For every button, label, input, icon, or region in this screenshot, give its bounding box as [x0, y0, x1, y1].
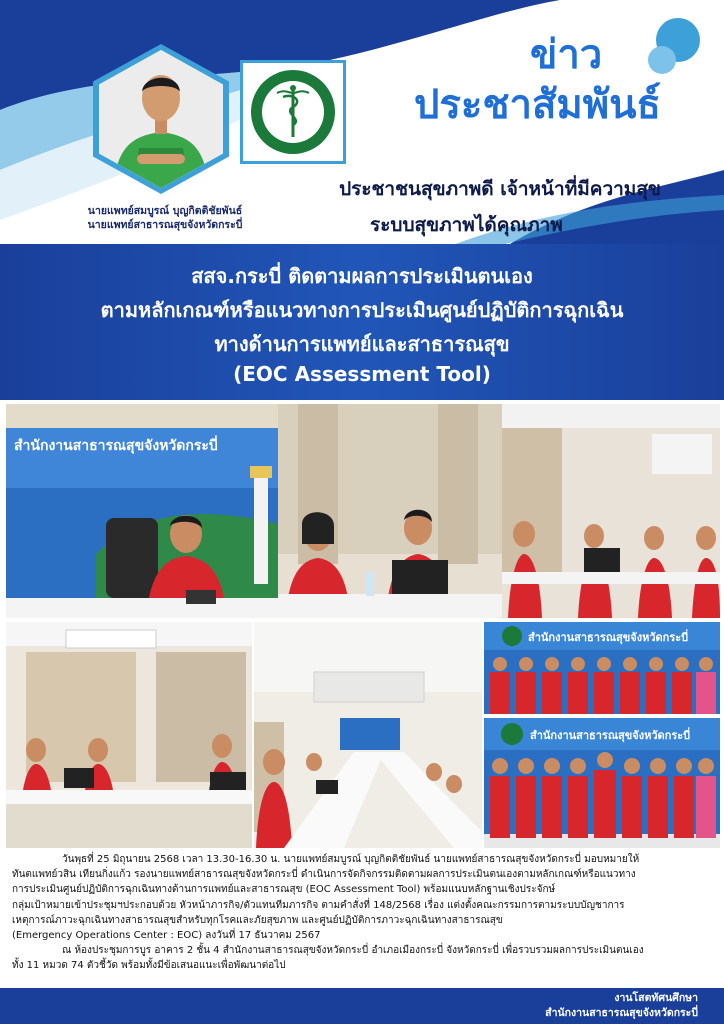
photo-group-1	[484, 622, 720, 714]
photo-meeting-room-left	[6, 622, 252, 848]
footer-credit-line1: งานโสตทัศนศึกษา	[614, 992, 698, 1004]
article-paragraph-2-line2: ทั้ง 11 หมวด 74 ตัวชี้วัด พร้อมทั้งมีข้อเสนอแนะเพื่อพัฒนาต่อไป	[12, 960, 286, 972]
article-paragraph-1-line5: เหตุการณ์ภาวะฉุกเฉินทางสาธารณสุขสำหรับทุกโรคและภัยสุขภาพ และศูนย์ปฏิบัติการภาวะฉุกเฉินทางสาธารณสุข	[12, 914, 503, 926]
speech-bubble-icon	[648, 16, 704, 76]
article-paragraph-1-line1: วันพุธที่ 25 มิถุนายน 2568 เวลา 13.30-16.30 น. นายแพทย์สมบูรณ์ บุญกิตติชัยพันธ์ นายแพทย์สาธารณสุขจังหวัดกระบี่ มอบหมายให้	[62, 854, 640, 865]
article-paragraph-1-line6: (Emergency Operations Center : EOC) ลงวันที่ 17 ธันวาคม 2567	[12, 930, 321, 942]
article-paragraph-1-line2: ทันตแพทย์วสิน เทียนกิ่งแก้ว รองนายแพทย์สาธารณสุขจังหวัดกระบี่ ดำเนินการจัดกิจกรรมติดตามผลการประเมินตนเองตามหลักเกณฑ์หรือแนวทาง	[12, 869, 636, 881]
article-paragraph-2-line1: ณ ห้องประชุมการบูร อาคาร 2 ชั้น 4 สำนักงานสาธารณสุขจังหวัดกระบี่ อำเภอเมืองกระบี่ จังหวัดกระบี่ เพื่อรวบรวมผลการประเมินตนเอง	[62, 945, 644, 957]
headline-line2: ตามหลักเกณฑ์หรือแนวทางการประเมินศูนย์ปฏิบัติการฉุกเฉิน	[100, 298, 624, 322]
news-title-line2: ประชาสัมพันธ์	[414, 82, 661, 128]
footer-credit-line2: สำนักงานสาธารณสุขจังหวัดกระบี่	[545, 1007, 698, 1019]
photo-collage	[0, 400, 724, 850]
news-title-line1: ข่าว	[530, 32, 603, 78]
ministry-logo	[240, 60, 346, 164]
slogan-line1: ประชาชนสุขภาพดี เจ้าหน้าที่มีความสุข	[339, 178, 661, 200]
footer-credit	[545, 991, 698, 1021]
headline-line1: สสจ.กระบี่ ติดตามผลการประเมินตนเอง	[191, 264, 533, 288]
banner-title-3: สำนักงานสาธารณสุขจังหวัดกระบี่	[530, 729, 691, 742]
photo-meeting-room-right	[502, 404, 720, 618]
headline-line4: (EOC Assessment Tool)	[233, 362, 491, 386]
headline-line3: ทางด้านการแพทย์และสาธารณสุข	[214, 332, 510, 356]
official-title-line2: นายแพทย์สาธารณสุขจังหวัดกระบี่	[87, 219, 243, 231]
photo-group-2	[484, 718, 720, 848]
slogan-line2: ระบบสุขภาพได้คุณภาพ	[370, 214, 563, 236]
article-body	[0, 852, 724, 988]
footer	[0, 988, 724, 1024]
official-portrait	[99, 50, 223, 188]
official-name	[60, 204, 270, 232]
photo-staff-table	[278, 404, 502, 618]
headline-band	[0, 244, 724, 400]
banner-title-2: สำนักงานสาธารณสุขจังหวัดกระบี่	[528, 631, 689, 644]
official-name-line1: นายแพทย์สมบูรณ์ บุญกิตติชัยพันธ์	[87, 205, 243, 217]
banner-title-1: สำนักงานสาธารณสุขจังหวัดกระบี่	[14, 438, 218, 454]
photo-presenter-banner	[6, 404, 278, 618]
article-paragraph-1-line3: การประเมินศูนย์ปฏิบัติการฉุกเฉินทางด้านการแพทย์และสาธารณสุข (EOC Assessment Tool) พร้อมแนบหลักฐานเชิงประจักษ์	[12, 884, 556, 896]
photo-conference-hall	[254, 622, 482, 848]
article-paragraph-1-line4: กลุ่มเป้าหมายเข้าประชุมฯประกอบด้วย หัวหน้าภารกิจ/ตัวแทนทีมภารกิจ ตามคำสั่งที่ 148/2568 เรื่อง แต่งตั้งคณะกรรมการตามระบบบัญชาการ	[12, 899, 625, 911]
header	[0, 0, 724, 250]
